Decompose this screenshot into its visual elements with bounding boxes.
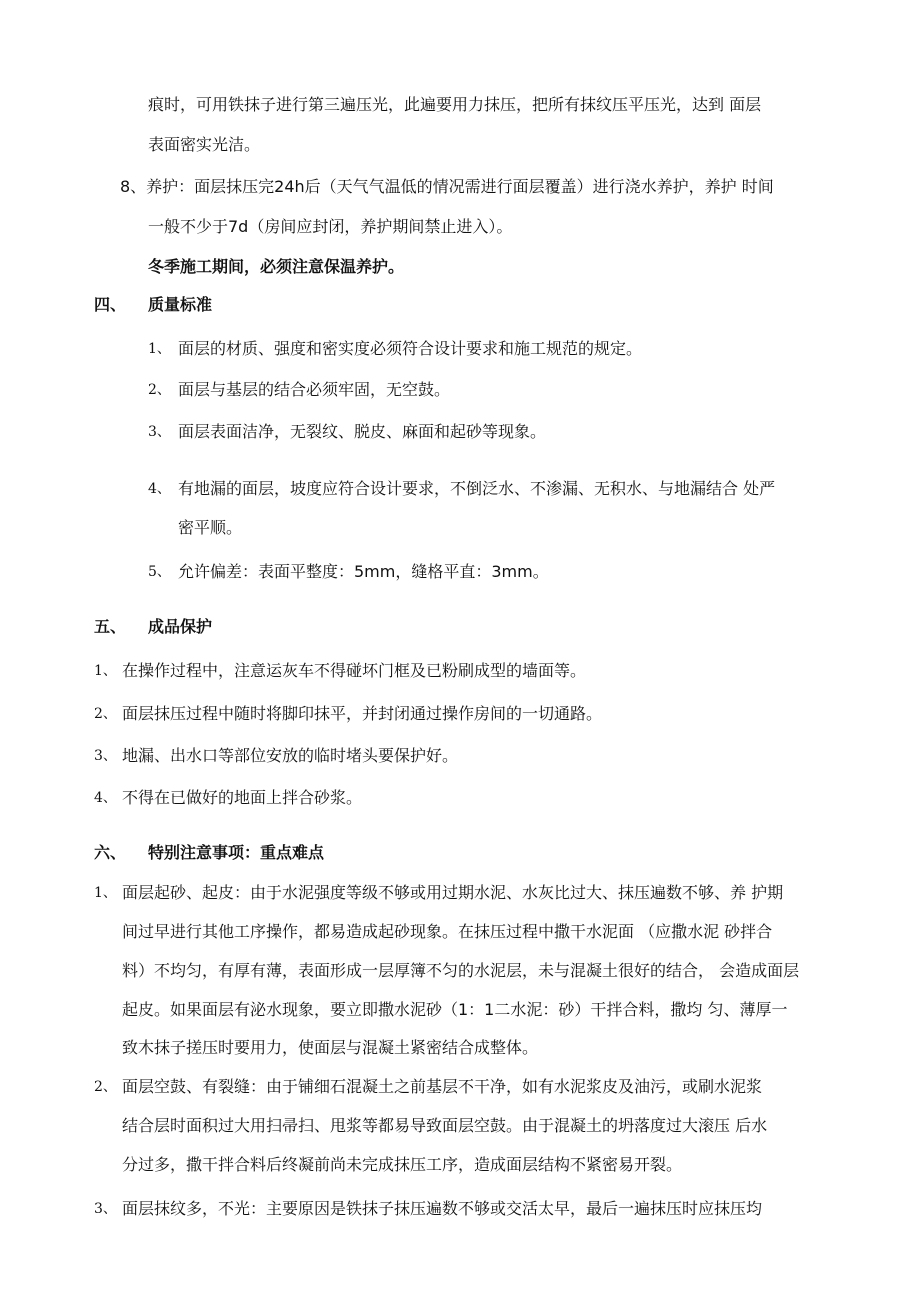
paragraph-line: 面层起砂、起皮：由于水泥强度等级不够或用过期水泥、水灰比过大、抹压遍数不够、养 护期 [122, 883, 784, 902]
section-title: 成品保护 [148, 617, 213, 636]
list-number: 2、 [94, 706, 117, 722]
section-number: 四、 [94, 295, 127, 314]
list-number: 3、 [148, 424, 171, 440]
section-number: 五、 [94, 617, 127, 636]
list-number: 1、 [148, 341, 171, 357]
list-item: 面层表面洁净，无裂纹、脱皮、麻面和起砂等现象。 [178, 422, 547, 441]
paragraph-line: 料）不均匀，有厚有薄，表面形成一层厚簿不匀的水泥层，未与混凝土很好的结合， 会造成面层 [122, 961, 800, 980]
list-item: 允许偏差：表面平整度：5mm，缝格平直：3mm。 [178, 562, 549, 581]
paragraph-line: 面层空鼓、有裂缝：由于铺细石混凝土之前基层不干净，如有水泥浆皮及油污，或刷水泥浆 [122, 1077, 763, 1096]
winter-note: 冬季施工期间，必须注意保温养护。 [148, 257, 405, 276]
list-item: 地漏、出水口等部位安放的临时堵头要保护好。 [122, 746, 459, 765]
paragraph-line: 8、养护：面层抹压完24h后（天气气温低的情况需进行面层覆盖）进行浇水养护，养护 时间 [120, 177, 774, 196]
paragraph-line: 表面密实光洁。 [148, 135, 261, 154]
list-number: 3、 [94, 748, 117, 764]
list-number: 4、 [94, 790, 117, 806]
list-number: 2、 [94, 1079, 117, 1095]
list-item: 在操作过程中，注意运灰车不得碰坏门框及已粉刷成型的墙面等。 [122, 661, 587, 680]
list-number: 1、 [94, 663, 117, 679]
paragraph-line: 起皮。如果面层有泌水现象，要立即撒水泥砂（1：1二水泥：砂）干拌合料，撒均 匀、薄厚一 [122, 1000, 788, 1019]
paragraph-line: 分过多，撒干拌合料后终凝前尚未完成抹压工序，造成面层结构不紧密易开裂。 [122, 1155, 683, 1174]
list-number: 5、 [148, 564, 171, 580]
list-number: 3、 [94, 1201, 117, 1217]
list-item: 面层抹压过程中随时将脚印抹平，并封闭通过操作房间的一切通路。 [122, 704, 603, 723]
list-item: 有地漏的面层，坡度应符合设计要求，不倒泛水、不渗漏、无积水、与地漏结合 处严 [178, 479, 776, 498]
paragraph-line: 结合层时面积过大用扫帚扫、甩浆等都易导致面层空鼓。由于混凝土的坍落度过大滚压 后水 [122, 1116, 768, 1135]
list-item-continuation: 密平顺。 [178, 518, 243, 537]
list-number: 1、 [94, 885, 117, 901]
paragraph-line: 痕时，可用铁抹子进行第三遍压光，此遍要用力抹压，把所有抹纹压平压光，达到 面层 [148, 95, 762, 114]
paragraph-line: 面层抹纹多，不光：主要原因是铁抹子抹压遍数不够或交活太早，最后一遍抹压时应抹压均 [122, 1199, 763, 1218]
list-item: 不得在已做好的地面上拌合砂浆。 [122, 788, 363, 807]
section-title: 特别注意事项：重点难点 [148, 843, 325, 862]
section-title: 质量标准 [148, 295, 213, 314]
paragraph-line: 一般不少于7d（房间应封闭，养护期间禁止进入）。 [148, 217, 513, 236]
paragraph-line: 间过早进行其他工序操作，都易造成起砂现象。在抹压过程中撒干水泥面 （应撒水泥 砂拌合 [122, 922, 773, 941]
list-item: 面层与基层的结合必须牢固，无空鼓。 [178, 380, 451, 399]
section-number: 六、 [94, 843, 127, 862]
list-number: 2、 [148, 382, 171, 398]
list-item: 面层的材质、强度和密实度必须符合设计要求和施工规范的规定。 [178, 339, 643, 358]
list-number: 4、 [148, 481, 171, 497]
paragraph-line: 致木抹子搓压时要用力，使面层与混凝土紧密结合成整体。 [122, 1038, 539, 1057]
